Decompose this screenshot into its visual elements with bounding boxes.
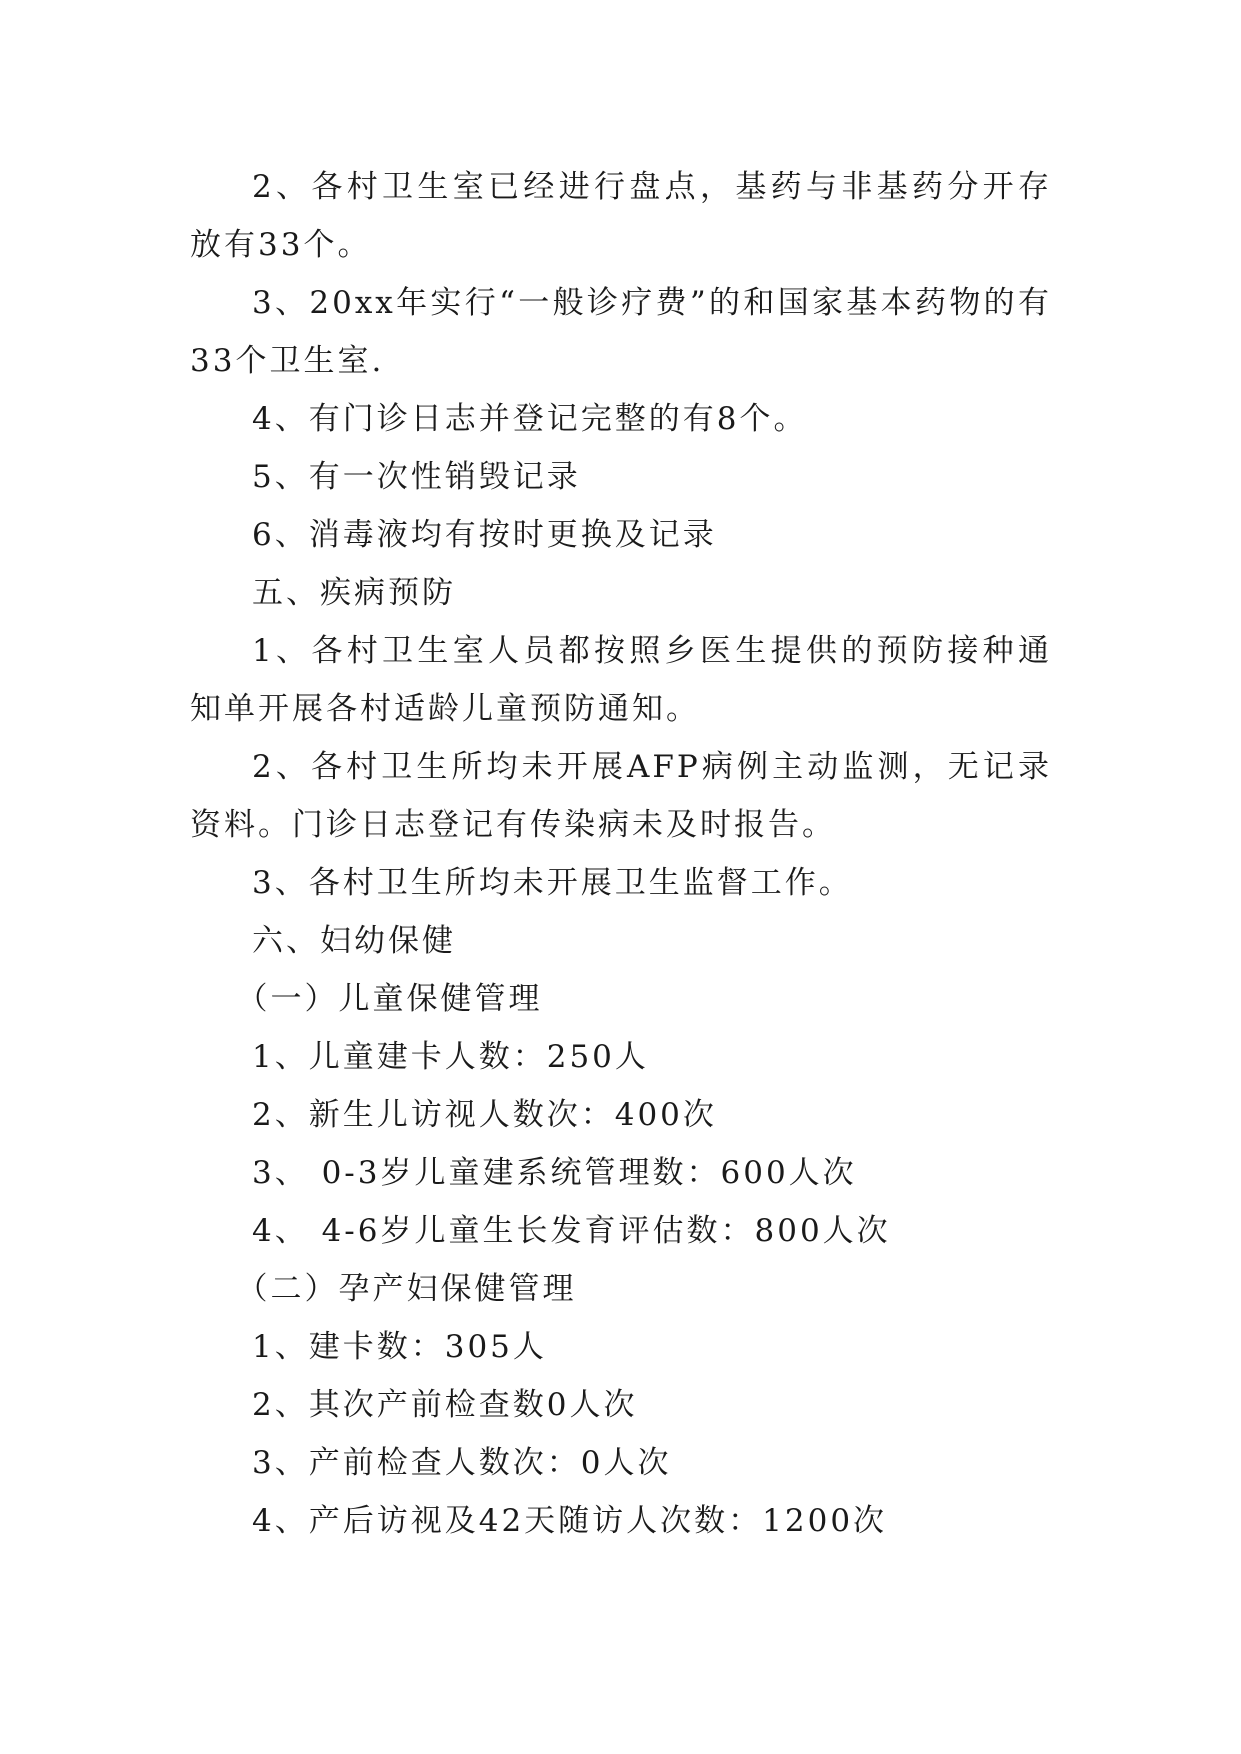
paragraph: 2、各村卫生所均未开展AFP病例主动监测，无记录资料。门诊日志登记有传染病未及时报告。	[190, 749, 1052, 843]
paragraph: 6、消毒液均有按时更换及记录	[252, 517, 717, 553]
section-heading: 六、妇幼保健	[252, 923, 456, 959]
paragraph: 2、其次产前检查数0人次	[252, 1387, 638, 1423]
paragraph: 4、产后访视及42天随访人次数：1200次	[252, 1503, 888, 1539]
paragraph: 2、新生儿访视人数次：400次	[252, 1097, 717, 1133]
paragraph: 3、各村卫生所均未开展卫生监督工作。	[252, 865, 853, 901]
subsection-heading: （二）孕产妇保健管理	[236, 1271, 577, 1307]
document-body	[190, 158, 1052, 1550]
section-heading: 五、疾病预防	[252, 575, 456, 611]
subsection-heading: （一）儿童保健管理	[236, 981, 543, 1017]
paragraph: 1、儿童建卡人数：250人	[252, 1039, 649, 1075]
paragraph: 4、 4-6岁儿童生长发育评估数：800人次	[252, 1213, 891, 1249]
paragraph: 1、建卡数：305人	[252, 1329, 547, 1365]
paragraph: 3、20xx年实行“一般诊疗费”的和国家基本药物的有33个卫生室.	[190, 285, 1052, 379]
paragraph: 4、有门诊日志并登记完整的有8个。	[252, 401, 808, 437]
paragraph: 3、 0-3岁儿童建系统管理数：600人次	[252, 1155, 857, 1191]
paragraph: 3、产前检查人数次：0人次	[252, 1445, 672, 1481]
paragraph: 1、各村卫生室人员都按照乡医生提供的预防接种通知单开展各村适龄儿童预防通知。	[190, 633, 1052, 727]
paragraph: 5、有一次性销毁记录	[252, 459, 581, 495]
paragraph: 2、各村卫生室已经进行盘点，基药与非基药分开存放有33个。	[190, 169, 1052, 263]
